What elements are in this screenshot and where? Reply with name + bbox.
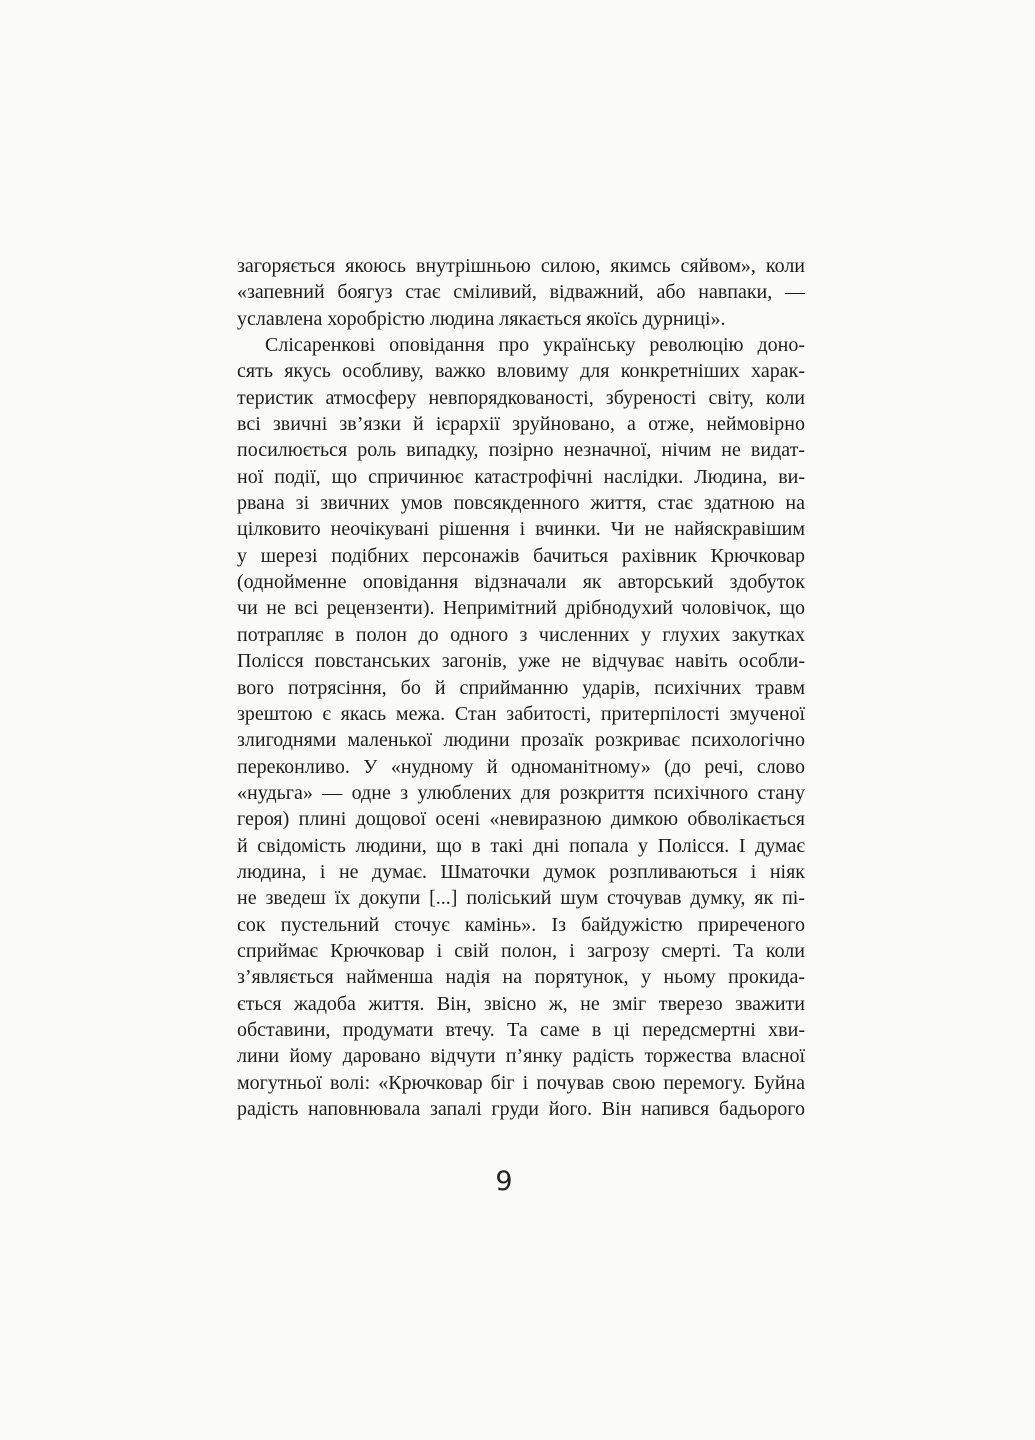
text-line: «запевний боягуз стає сміливий, відважний, або навпаки, — [237, 281, 805, 304]
text-line: й свідомість людини, що в такі дні попала у Полісся. І думає [237, 834, 805, 857]
text-line: зрештою є якась межа. Стан забитості, притерпілості змученої [237, 702, 805, 725]
text-line: всі звичні зв’язки й ієрархії зруйновано, а отже, неймовірно [237, 413, 805, 436]
text-line: у шерезі подібних персонажів бачиться рахівник Крючковар [237, 544, 805, 567]
text-line: чи не всі рецензенти). Непримітний дрібнодухий чоловічок, що [237, 597, 805, 620]
text-line: теристик атмосферу невпорядкованості, збуреності світу, коли [237, 386, 805, 409]
text-block [237, 253, 805, 1122]
paragraph [237, 332, 805, 1122]
text-line: Полісся повстанських загонів, уже не відчуває навіть особли- [237, 650, 805, 673]
text-line: Слісаренкові оповідання про українську революцію доно- [265, 334, 805, 357]
text-line: лини йому даровано відчути п’янку радість торжества власної [237, 1045, 805, 1068]
text-line: сок пустельний сточує камінь». Із байдужістю приреченого [237, 913, 805, 936]
text-line: вого потрясіння, бо й сприйманню ударів, психічних травм [237, 676, 805, 699]
text-line: злигоднями маленької людини прозаїк розкриває психологічно [237, 729, 805, 752]
text-line: рвана зі звичних умов повсякденного життя, стає здатною на [237, 492, 805, 515]
text-line: ної події, що спричинює катастрофічні наслідки. Людина, ви- [237, 465, 805, 488]
text-line: могутньої волі: «Крючковар біг і почував свою перемогу. Буйна [237, 1071, 805, 1094]
text-line: сприймає Крючковар і свій полон, і загрозу смерті. Та коли [237, 939, 805, 962]
text-line: не зведеш їх докупи [...] поліський шум сточував думку, як пі- [237, 887, 805, 910]
text-line: посилюється роль випадку, позірно незначної, нічим не видат- [237, 439, 805, 462]
text-line: потрапляє в полон до одного з численних у глухих закутках [237, 623, 805, 646]
page-number: 9 [495, 1166, 513, 1197]
text-line: сять якусь особливу, важко вловиму для конкретніших харак- [237, 360, 805, 383]
paragraph [237, 253, 805, 332]
text-line: героя) плині дощової осені «невиразною димкою обволікається [237, 808, 805, 831]
text-line: уславлена хоробрістю людина лякається якоїсь дурниці». [237, 307, 726, 330]
text-line: (однойменне оповідання відзначали як авторський здобуток [237, 571, 805, 594]
text-line: цілковито неочікувані рішення і вчинки. Чи не найяскравішим [237, 518, 805, 541]
text-line: радість наповнювала запалі груди його. Він напився бадьорого [237, 1098, 805, 1120]
text-line: обставини, продумати втечу. Та саме в ці передсмертні хви- [237, 1018, 805, 1041]
text-line: переконливо. У «нудному й одноманітному» (до речі, слово [237, 755, 805, 778]
text-line: ється жадоба життя. Він, звісно ж, не зміг тверезо зважити [237, 992, 805, 1015]
text-line: людина, і не думає. Шматочки думок розпливаються і ніяк [237, 860, 805, 883]
text-line: «нудьга» — одне з улюблених для розкриття психічного стану [237, 781, 805, 804]
text-line: загоряється якоюсь внутрішньою силою, якимсь сяйвом», коли [237, 255, 805, 277]
text-line: з’являється найменша надія на порятунок, у ньому прокида- [237, 966, 805, 989]
